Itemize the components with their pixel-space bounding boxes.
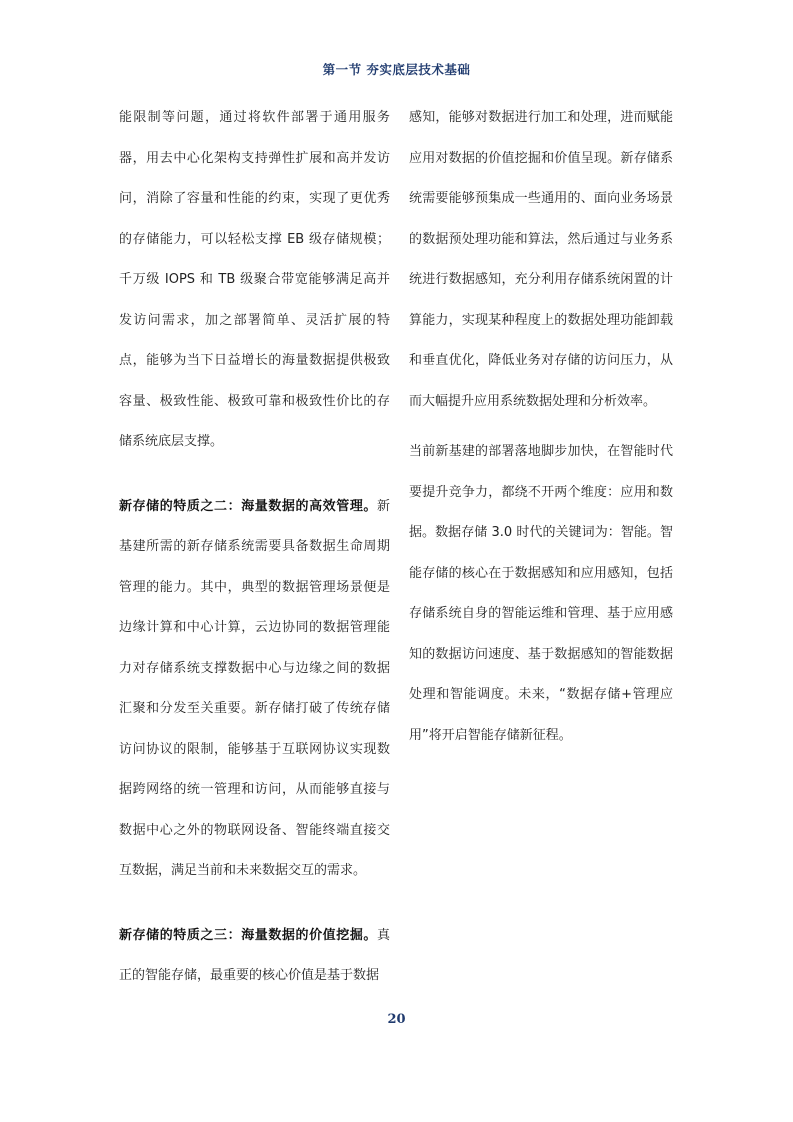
body-value-mining: 真正的智能存储，最重要的核心价值是基于数据: [119, 927, 390, 983]
right-column: [409, 98, 673, 756]
body-efficient-management: 新基建所需的新存储系统需要具备数据生命周期管理的能力。其中，典型的数据管理场景便是边缘计算和中心计算，云边协同的数据管理能力对存储系统支撑数据中心与边缘之间的数据汇聚和分发至关重要。新存储打破了传统存储访问协议的限制，能够基于互联网协议实现数据跨网络的统一管理和访问，从而能够直接与数据中心之外的物联网设备、智能终端直接交互数据，满足当前和未来数据交互的需求。: [119, 498, 390, 878]
paragraph-storage-capacity: 能限制等问题，通过将软件部署于通用服务器，用去中心化架构支持弹性扩展和高并发访问，消除了容量和性能的约束，实现了更优秀的存储能力，可以轻松支撑 EB 级存储规模；千万级 IOPS 和 TB 级聚合带宽能够满足高并发访问需求，加之部署简单、灵活扩展的特点，能够为当下日益增长的海量数据提供极致容量、极致性能、极致可靠和极致性价比的存储系统底层支撑。: [119, 110, 390, 449]
left-column: [119, 98, 390, 997]
paragraph-value-mining: [119, 916, 390, 997]
paragraph-efficient-management: [119, 487, 390, 892]
page-number: 20: [387, 1012, 406, 1027]
heading-efficient-management: 新存储的特质之二：海量数据的高效管理。: [119, 498, 377, 514]
page-header-title: 第一节 夯实底层技术基础: [322, 62, 471, 77]
paragraph-intelligent-storage: 当前新基建的部署落地脚步加快，在智能时代要提升竞争力，都绕不开两个维度：应用和数据。数据存储 3.0 时代的关键词为：智能。智能存储的核心在于数据感知和应用感知，包括存储系统自身的智能运维和管理、基于应用感知的数据访问速度、基于数据感知的智能数据处理和智能调度。未来，“数据存储+管理应用”将开启智能存储新征程。: [409, 444, 673, 743]
paragraph-data-awareness: 感知，能够对数据进行加工和处理，进而赋能应用对数据的价值挖掘和价值呈现。新存储系统需要能够预集成一些通用的、面向业务场景的数据预处理功能和算法，然后通过与业务系统进行数据感知，充分利用存储系统闲置的计算能力，实现某种程度上的数据处理功能卸载和垂直优化，降低业务对存储的访问压力，从而大幅提升应用系统数据处理和分析效率。: [409, 110, 673, 409]
heading-value-mining: 新存储的特质之三：海量数据的价值挖掘。: [119, 927, 377, 943]
